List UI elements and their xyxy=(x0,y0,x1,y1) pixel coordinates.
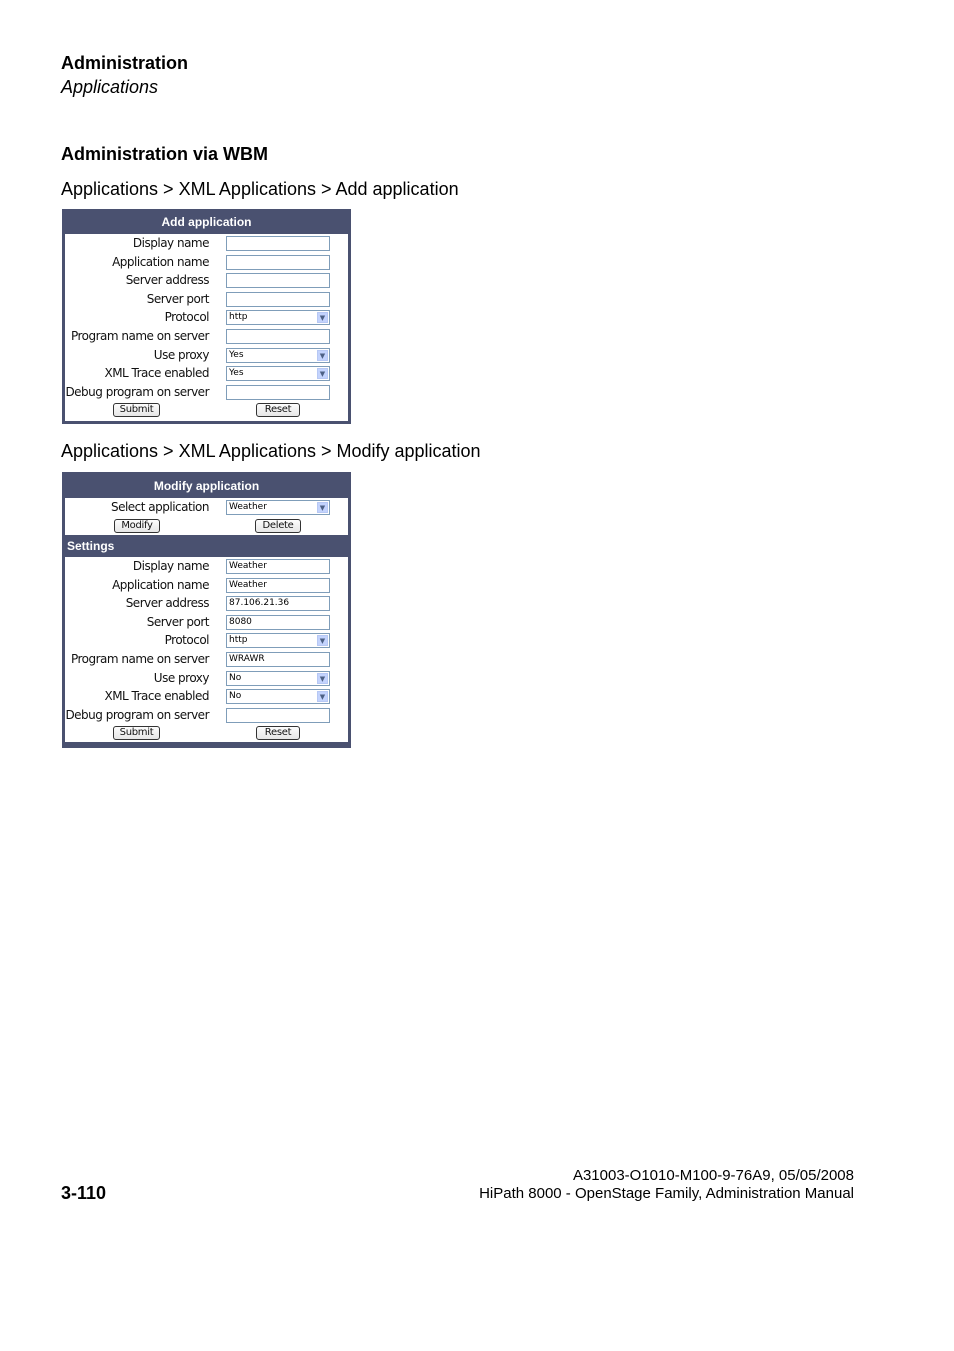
field-row-protocol xyxy=(65,632,348,651)
add-app-path: Applications > XML Applications > Add application xyxy=(61,179,459,199)
button-row xyxy=(65,725,348,744)
chevron-down-icon[interactable]: ▼ xyxy=(317,368,328,379)
chevron-down-icon[interactable]: ▼ xyxy=(317,312,328,323)
panel-title: Add application xyxy=(161,215,252,229)
field-label: Application name xyxy=(112,254,209,269)
submit-button[interactable]: Submit xyxy=(113,726,160,740)
field-row-program-name xyxy=(65,328,348,347)
modify-application-panel xyxy=(62,472,351,748)
xml-trace-select[interactable] xyxy=(226,689,330,704)
section-subtitle: Applications xyxy=(61,77,159,97)
field-label: Use proxy xyxy=(153,670,209,685)
field-row-server-address xyxy=(65,272,348,291)
select-value: No xyxy=(229,672,242,683)
field-row-display-name xyxy=(65,235,348,254)
field-label: Protocol xyxy=(164,310,209,325)
application-name-input[interactable] xyxy=(226,255,330,270)
panel-title: Modify application xyxy=(153,479,260,493)
chevron-down-icon[interactable]: ▼ xyxy=(317,691,328,702)
chevron-down-icon[interactable]: ▼ xyxy=(317,635,328,646)
field-label: Server address xyxy=(125,596,209,611)
field-label: Server port xyxy=(146,614,209,629)
protocol-select[interactable] xyxy=(226,633,330,648)
field-label: Server address xyxy=(125,273,209,288)
reset-button[interactable]: Reset xyxy=(256,726,300,740)
settings-form xyxy=(65,557,348,742)
document-title: HiPath 8000 - OpenStage Family, Administration Manual xyxy=(479,1185,854,1202)
add-application-panel xyxy=(62,209,351,424)
xml-trace-select[interactable] xyxy=(226,366,330,381)
field-label: XML Trace enabled xyxy=(104,689,209,704)
field-label: Application name xyxy=(112,577,209,592)
section-heading: Administration via WBM xyxy=(61,144,269,164)
debug-program-input[interactable] xyxy=(226,708,330,723)
field-label: Use proxy xyxy=(153,347,209,362)
field-label: Debug program on server xyxy=(65,384,209,399)
select-value: No xyxy=(229,691,242,702)
protocol-select[interactable] xyxy=(226,310,330,325)
chapter-title: Administration xyxy=(61,53,189,73)
field-row-use-proxy xyxy=(65,670,348,689)
field-row-program-name xyxy=(65,651,348,670)
field-label: Display name xyxy=(132,236,209,250)
debug-program-input[interactable] xyxy=(226,385,330,400)
chevron-down-icon[interactable]: ▼ xyxy=(317,673,328,684)
field-row-select-application xyxy=(65,499,348,518)
submit-button[interactable]: Submit xyxy=(113,403,160,417)
add-form xyxy=(65,234,348,421)
use-proxy-select[interactable] xyxy=(226,348,330,363)
field-label: Display name xyxy=(132,559,209,573)
field-row-debug-program xyxy=(65,384,348,403)
program-name-input[interactable] xyxy=(226,329,330,344)
modify-button[interactable]: Modify xyxy=(114,519,160,533)
button-row xyxy=(65,402,348,421)
reset-button[interactable]: Reset xyxy=(256,403,300,417)
field-row-server-port xyxy=(65,291,348,310)
chevron-down-icon[interactable]: ▼ xyxy=(317,350,328,361)
field-row-application-name xyxy=(65,577,348,596)
select-value: Yes xyxy=(229,368,244,379)
chevron-down-icon[interactable]: ▼ xyxy=(317,502,328,513)
field-label: Protocol xyxy=(164,633,209,648)
application-name-input[interactable]: Weather xyxy=(226,578,330,593)
display-name-input[interactable] xyxy=(226,236,330,251)
delete-button[interactable]: Delete xyxy=(255,519,301,533)
settings-header: Settings xyxy=(67,539,115,553)
field-label: Debug program on server xyxy=(65,707,209,722)
display-name-input[interactable]: Weather xyxy=(226,559,330,574)
field-label: Program name on server xyxy=(70,328,209,343)
document-code: A31003-O1010-M100-9-76A9, 05/05/2008 xyxy=(572,1167,854,1184)
field-row-xml-trace xyxy=(65,365,348,384)
field-row-use-proxy xyxy=(65,347,348,366)
page-number: 3-110 xyxy=(61,1183,107,1203)
field-row-display-name xyxy=(65,558,348,577)
use-proxy-select[interactable] xyxy=(226,671,330,686)
field-label: XML Trace enabled xyxy=(104,366,209,381)
select-value: Yes xyxy=(229,349,244,360)
field-label: Select application xyxy=(110,500,209,514)
server-port-input[interactable] xyxy=(226,292,330,307)
button-row xyxy=(65,518,348,537)
field-row-debug-program xyxy=(65,707,348,726)
server-port-input[interactable]: 8080 xyxy=(226,615,330,630)
server-address-input[interactable] xyxy=(226,273,330,288)
field-row-protocol xyxy=(65,309,348,328)
field-label: Server port xyxy=(146,291,209,306)
field-row-server-address xyxy=(65,595,348,614)
select-value: http xyxy=(229,635,248,646)
field-row-application-name xyxy=(65,254,348,273)
field-row-xml-trace xyxy=(65,688,348,707)
select-form xyxy=(65,498,348,535)
select-value: http xyxy=(229,312,248,323)
field-row-server-port xyxy=(65,614,348,633)
program-name-input[interactable]: WRAWR xyxy=(226,652,330,667)
server-address-input[interactable]: 87.106.21.36 xyxy=(226,596,330,611)
field-label: Program name on server xyxy=(70,651,209,666)
modify-app-path: Applications > XML Applications > Modify application xyxy=(61,441,481,461)
select-value: Weather xyxy=(229,502,267,512)
select-application-select[interactable] xyxy=(226,500,330,515)
